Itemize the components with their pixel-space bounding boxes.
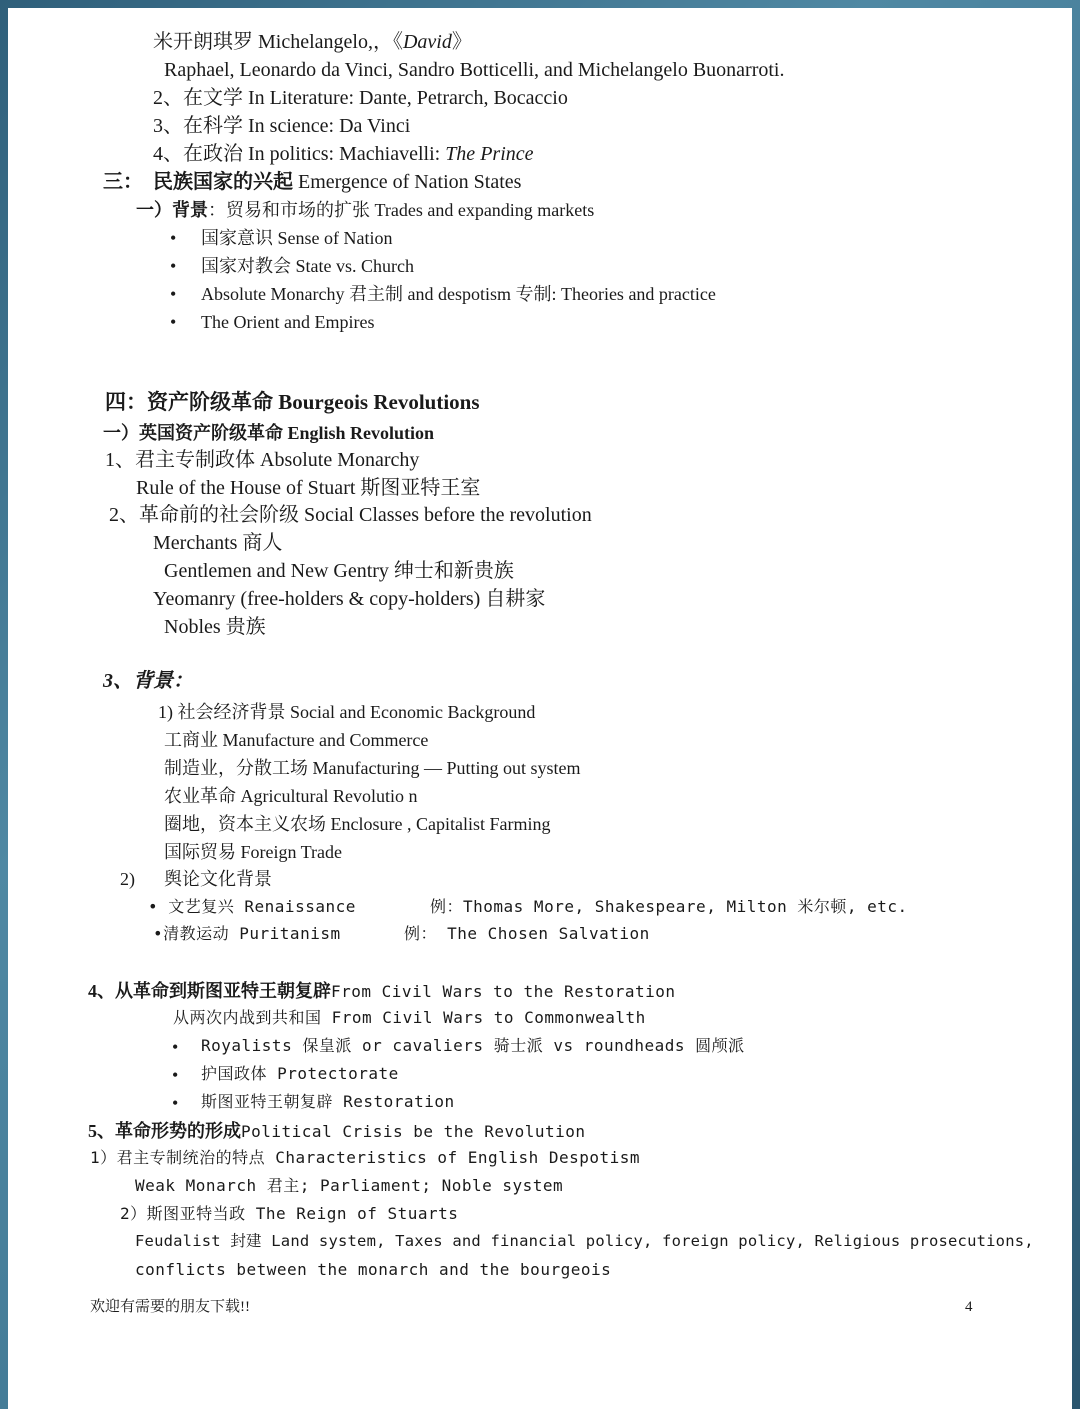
bullet: • [172, 1037, 179, 1057]
text-line: Raphael, Leonardo da Vinci, Sandro Botticelli, and Michelangelo Buonarroti. [164, 59, 785, 81]
subsection-heading: 4、从革命到斯图亚特王朝复辟From Civil Wars to the Restoration [88, 981, 676, 1001]
text-line: 从两次内战到共和国 From Civil Wars to Commonwealth [173, 1008, 646, 1027]
list-item: Absolute Monarchy 君主制 and despotism 专制: Theories and practice [201, 284, 716, 304]
list-item: 国家对教会 State vs. Church [201, 256, 414, 276]
text-line: 2）斯图亚特当政 The Reign of Stuarts [120, 1204, 459, 1223]
text-line: 1、君主专制政体 Absolute Monarchy [105, 449, 420, 471]
list-item: Royalists 保皇派 or cavaliers 骑士派 vs roundheads 圆颅派 [201, 1036, 745, 1055]
text-line: 国际贸易 Foreign Trade [164, 842, 343, 862]
text-line: Feudalist 封建 Land system, Taxes and financial policy, foreign policy, Religious prosecutions, [135, 1232, 1034, 1250]
bullet: • [172, 1093, 179, 1113]
text-line: 圈地，资本主义农场 Enclosure , Capitalist Farming [164, 814, 551, 834]
text-line: conflicts between the monarch and the bourgeois [135, 1260, 612, 1279]
text-line: 制造业，分散工场 Manufacturing — Putting out system [164, 758, 581, 778]
text-line: 工商业 Manufacture and Commerce [164, 730, 429, 750]
text-line: 米开朗琪罗 Michelangelo,，《David》 [153, 31, 472, 53]
text-line: 1）君主专制统治的特点 Characteristics of English Despotism [90, 1148, 641, 1167]
subsection-heading: 3、背景： [103, 670, 193, 692]
list-item: 斯图亚特王朝复辟 Restoration [201, 1092, 455, 1111]
text-line: Gentlemen and New Gentry 绅士和新贵族 [164, 560, 514, 582]
list-item: • 文艺复兴 Renaissance [148, 897, 356, 916]
section-heading: 四：资产阶级革命 Bourgeois Revolutions [105, 390, 480, 414]
footer-note: 欢迎有需要的朋友下载!! [90, 1299, 250, 1315]
text-line: 1) 社会经济背景 Social and Economic Background [158, 702, 536, 722]
text-line: 农业革命 Agricultural Revolutio n [164, 786, 418, 806]
text-line: 3、在科学 In science: Da Vinci [153, 115, 411, 137]
text-line: Merchants 商人 [153, 532, 283, 554]
example-text: 例：Thomas More, Shakespeare, Milton 米尔顿, etc. [430, 897, 908, 916]
text-line: 舆论文化背景 [164, 869, 272, 889]
list-item: 护国政体 Protectorate [201, 1064, 399, 1083]
list-item: •清教运动 Puritanism [153, 924, 341, 943]
example-text: 例： The Chosen Salvation [404, 924, 650, 943]
text-line: 4、在政治 In politics: Machiavelli: The Prince [153, 143, 534, 165]
list-item: The Orient and Empires [201, 312, 375, 332]
text-line: Rule of the House of Stuart 斯图亚特王室 [136, 477, 481, 499]
subsection-heading: 一）背景：贸易和市场的扩张 Trades and expanding markets [136, 200, 595, 220]
bullet: • [172, 1065, 179, 1085]
bullet: • [170, 228, 177, 248]
text-line: Weak Monarch 君主; Parliament; Noble system [135, 1176, 564, 1195]
bullet: • [170, 284, 177, 304]
page-number: 4 [965, 1299, 973, 1315]
bullet: • [170, 256, 177, 276]
text-line: 2、革命前的社会阶级 Social Classes before the revolution [109, 504, 592, 526]
bullet: • [170, 312, 177, 332]
text-line: Yeomanry (free-holders & copy-holders) 自耕家 [153, 588, 546, 610]
subsection-heading: 5、革命形势的形成Political Crisis be the Revolution [88, 1121, 586, 1141]
list-item: 国家意识 Sense of Nation [201, 228, 393, 248]
subsection-heading: 一）英国资产阶级革命 English Revolution [103, 423, 435, 443]
text-line: Nobles 贵族 [164, 616, 266, 638]
document-page [8, 8, 1072, 1409]
text-line-number: 2) [120, 869, 135, 889]
section-heading: 三： 民族国家的兴起 Emergence of Nation States [103, 171, 522, 193]
text-line: 2、在文学 In Literature: Dante, Petrarch, Bocaccio [153, 87, 568, 109]
